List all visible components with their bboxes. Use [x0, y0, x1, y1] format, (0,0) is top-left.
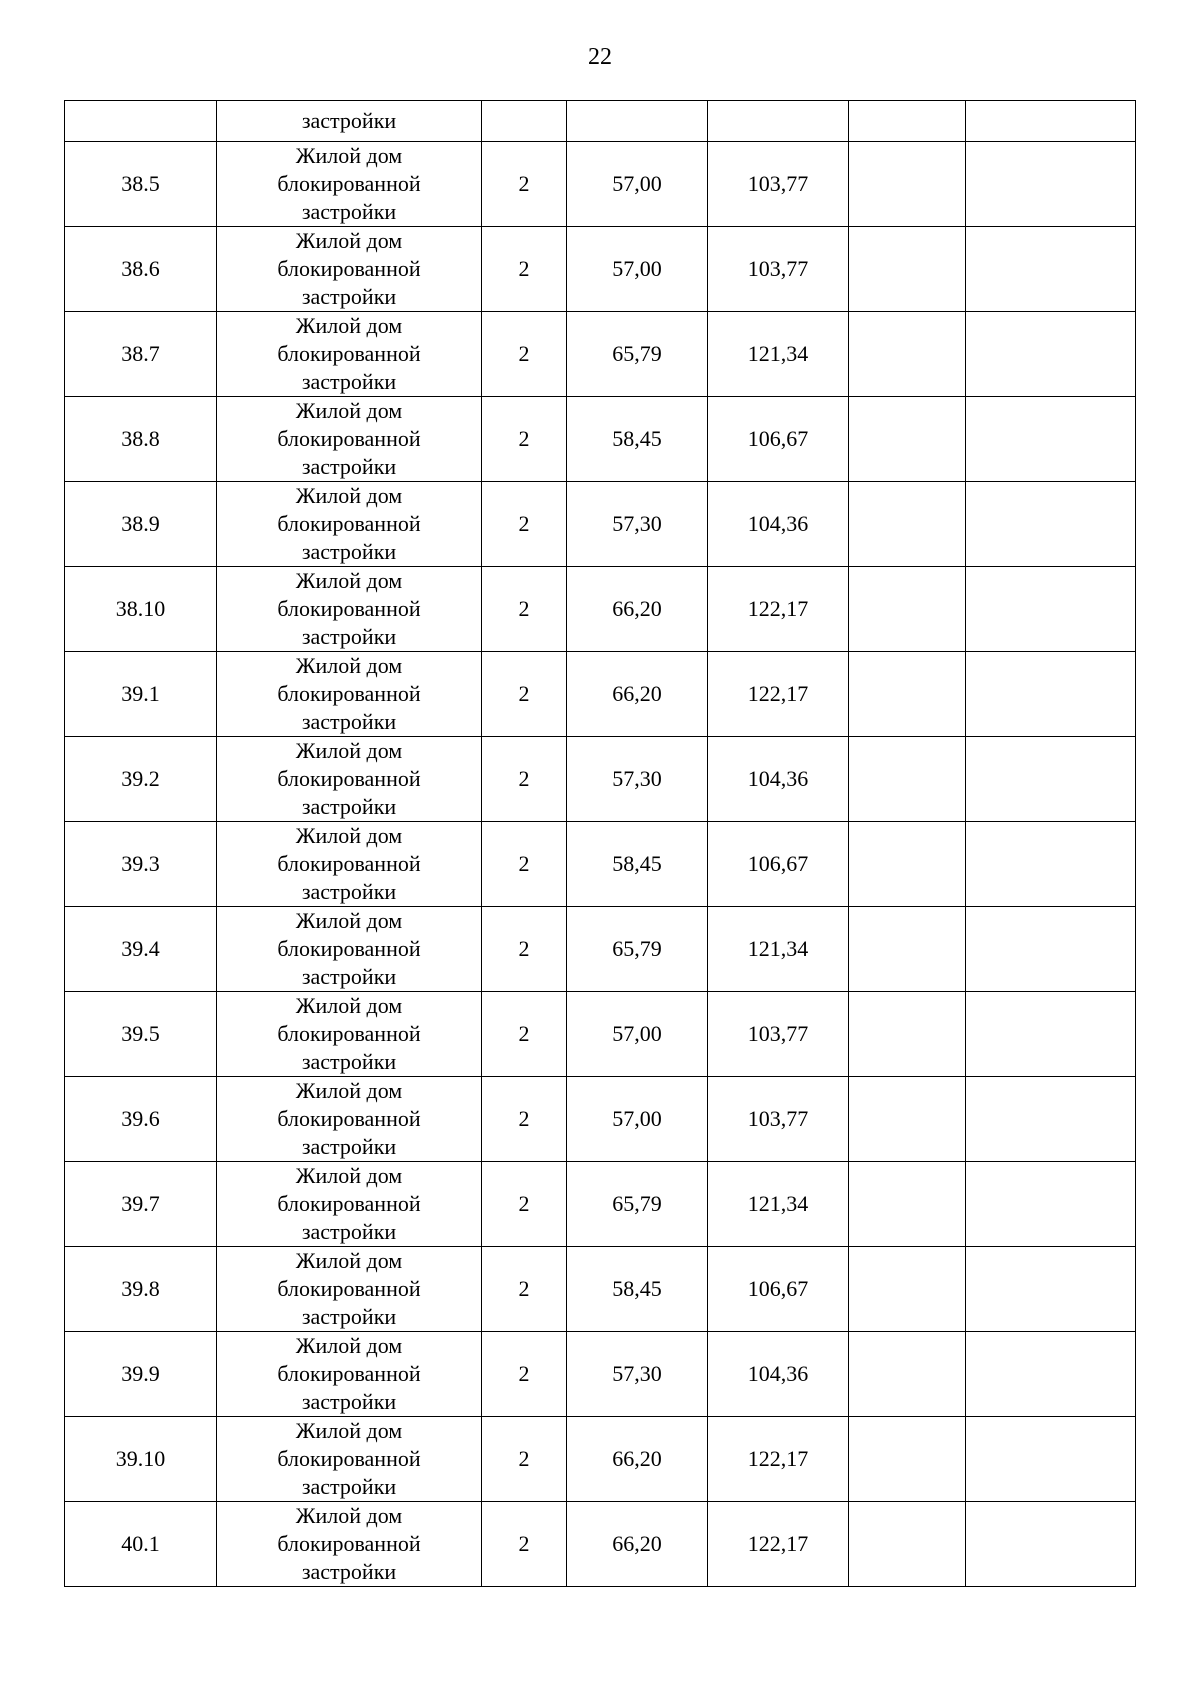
table-row — [65, 1247, 1136, 1332]
cell-name-line: Жилой дом — [295, 1333, 403, 1358]
cell-a — [567, 101, 708, 142]
cell-name-line: блокированной — [277, 1106, 421, 1131]
cell-a: 66,20 — [567, 567, 708, 652]
cell-name-line: блокированной — [277, 596, 421, 621]
table-row — [65, 737, 1136, 822]
cell-name-line: блокированной — [277, 511, 421, 536]
cell-c — [849, 737, 966, 822]
cell-floors: 2 — [482, 397, 567, 482]
table-row — [65, 567, 1136, 652]
cell-a: 57,30 — [567, 737, 708, 822]
cell-d — [966, 1417, 1136, 1502]
cell-b: 103,77 — [708, 227, 849, 312]
cell-name — [217, 652, 482, 737]
cell-name — [217, 1502, 482, 1587]
cell-floors: 2 — [482, 1162, 567, 1247]
cell-floors: 2 — [482, 652, 567, 737]
cell-name-line: Жилой дом — [295, 738, 403, 763]
cell-a: 57,00 — [567, 227, 708, 312]
cell-name-line: блокированной — [277, 1021, 421, 1046]
cell-name-line: застройки — [301, 1304, 397, 1329]
cell-b: 106,67 — [708, 822, 849, 907]
cell-name — [217, 312, 482, 397]
cell-floors: 2 — [482, 992, 567, 1077]
cell-name — [217, 397, 482, 482]
cell-num: 39.5 — [65, 992, 217, 1077]
cell-c — [849, 907, 966, 992]
cell-d — [966, 1502, 1136, 1587]
cell-b: 103,77 — [708, 992, 849, 1077]
cell-b: 121,34 — [708, 1162, 849, 1247]
cell-name — [217, 1247, 482, 1332]
cell-a: 57,30 — [567, 1332, 708, 1417]
cell-name-line: блокированной — [277, 171, 421, 196]
cell-d — [966, 907, 1136, 992]
cell-name — [217, 482, 482, 567]
cell-name-line: Жилой дом — [295, 1418, 403, 1443]
cell-num: 39.8 — [65, 1247, 217, 1332]
cell-c — [849, 1162, 966, 1247]
cell-name — [217, 907, 482, 992]
cell-name-line: блокированной — [277, 1276, 421, 1301]
cell-floors: 2 — [482, 567, 567, 652]
cell-name-line: блокированной — [277, 341, 421, 366]
cell-name-line: блокированной — [277, 766, 421, 791]
cell-c — [849, 227, 966, 312]
cell-name-line: блокированной — [277, 1531, 421, 1556]
table-row — [65, 907, 1136, 992]
table-row — [65, 652, 1136, 737]
table-row — [65, 992, 1136, 1077]
cell-b: 104,36 — [708, 482, 849, 567]
cell-num: 40.1 — [65, 1502, 217, 1587]
cell-name-line: Жилой дом — [295, 1248, 403, 1273]
cell-name-line: Жилой дом — [295, 653, 403, 678]
cell-num: 39.4 — [65, 907, 217, 992]
cell-a: 66,20 — [567, 1502, 708, 1587]
cell-name-line: Жилой дом — [295, 398, 403, 423]
cell-c — [849, 652, 966, 737]
table-row — [65, 142, 1136, 227]
cell-name-line: застройки — [301, 369, 397, 394]
table-row — [65, 1332, 1136, 1417]
cell-floors — [482, 101, 567, 142]
cell-name-line: застройки — [301, 1559, 397, 1584]
table-row — [65, 312, 1136, 397]
cell-c — [849, 1247, 966, 1332]
cell-d — [966, 992, 1136, 1077]
continued-row — [65, 101, 1136, 142]
cell-name — [217, 1077, 482, 1162]
cell-d — [966, 822, 1136, 907]
cell-name-line: блокированной — [277, 1361, 421, 1386]
cell-a: 57,00 — [567, 992, 708, 1077]
cell-name: застройки — [217, 101, 482, 142]
cell-floors: 2 — [482, 1417, 567, 1502]
cell-b: 104,36 — [708, 737, 849, 822]
cell-b: 106,67 — [708, 397, 849, 482]
cell-name-line: застройки — [301, 794, 397, 819]
cell-name — [217, 992, 482, 1077]
cell-floors: 2 — [482, 822, 567, 907]
cell-d — [966, 142, 1136, 227]
cell-a: 66,20 — [567, 1417, 708, 1502]
cell-num: 39.1 — [65, 652, 217, 737]
cell-a: 66,20 — [567, 652, 708, 737]
cell-c — [849, 822, 966, 907]
cell-c — [849, 397, 966, 482]
cell-name-line: Жилой дом — [295, 228, 403, 253]
cell-num: 39.7 — [65, 1162, 217, 1247]
cell-floors: 2 — [482, 1332, 567, 1417]
cell-a: 58,45 — [567, 1247, 708, 1332]
cell-num: 39.3 — [65, 822, 217, 907]
cell-b: 121,34 — [708, 312, 849, 397]
cell-num: 39.9 — [65, 1332, 217, 1417]
table-row — [65, 1417, 1136, 1502]
cell-a: 65,79 — [567, 312, 708, 397]
cell-floors: 2 — [482, 142, 567, 227]
table-row — [65, 1502, 1136, 1587]
cell-a: 65,79 — [567, 1162, 708, 1247]
cell-c — [849, 482, 966, 567]
cell-name-line: блокированной — [277, 851, 421, 876]
cell-num: 39.6 — [65, 1077, 217, 1162]
cell-d — [966, 101, 1136, 142]
cell-name-line: блокированной — [277, 1446, 421, 1471]
cell-c — [849, 1332, 966, 1417]
cell-floors: 2 — [482, 312, 567, 397]
cell-floors: 2 — [482, 1077, 567, 1162]
cell-name-line: застройки — [301, 709, 397, 734]
cell-name-line: застройки — [301, 964, 397, 989]
cell-num: 38.10 — [65, 567, 217, 652]
cell-c — [849, 567, 966, 652]
cell-name-line: Жилой дом — [295, 313, 403, 338]
table-row — [65, 1077, 1136, 1162]
cell-name-line: блокированной — [277, 256, 421, 281]
cell-c — [849, 1417, 966, 1502]
table-row — [65, 1162, 1136, 1247]
cell-name-line: Жилой дом — [295, 1503, 403, 1528]
cell-floors: 2 — [482, 737, 567, 822]
cell-num — [65, 101, 217, 142]
cell-name-line: Жилой дом — [295, 1078, 403, 1103]
cell-num: 38.5 — [65, 142, 217, 227]
cell-num: 38.9 — [65, 482, 217, 567]
page-number: 22 — [588, 44, 612, 70]
cell-b: 122,17 — [708, 652, 849, 737]
cell-name-line: застройки — [301, 1049, 397, 1074]
cell-floors: 2 — [482, 907, 567, 992]
cell-a: 57,00 — [567, 1077, 708, 1162]
cell-name-line: блокированной — [277, 1191, 421, 1216]
cell-c — [849, 1077, 966, 1162]
cell-name-line: Жилой дом — [295, 483, 403, 508]
cell-b: 122,17 — [708, 1417, 849, 1502]
cell-b: 122,17 — [708, 1502, 849, 1587]
cell-d — [966, 737, 1136, 822]
cell-num: 39.10 — [65, 1417, 217, 1502]
cell-d — [966, 312, 1136, 397]
cell-floors: 2 — [482, 482, 567, 567]
cell-name-line: застройки — [301, 284, 397, 309]
cell-name-line: Жилой дом — [295, 143, 403, 168]
cell-b — [708, 101, 849, 142]
cell-c — [849, 1502, 966, 1587]
cell-a: 57,30 — [567, 482, 708, 567]
cell-a: 57,00 — [567, 142, 708, 227]
cell-d — [966, 482, 1136, 567]
cell-num: 38.6 — [65, 227, 217, 312]
cell-floors: 2 — [482, 1247, 567, 1332]
cell-b: 121,34 — [708, 907, 849, 992]
cell-b: 103,77 — [708, 1077, 849, 1162]
table-row — [65, 482, 1136, 567]
cell-name-line: застройки — [301, 539, 397, 564]
cell-a: 65,79 — [567, 907, 708, 992]
cell-b: 106,67 — [708, 1247, 849, 1332]
cell-name — [217, 1417, 482, 1502]
cell-name — [217, 142, 482, 227]
cell-name-line: Жилой дом — [295, 908, 403, 933]
cell-c — [849, 101, 966, 142]
cell-name — [217, 227, 482, 312]
cell-name-line: блокированной — [277, 426, 421, 451]
cell-name-line: блокированной — [277, 936, 421, 961]
cell-name-line: Жилой дом — [295, 823, 403, 848]
cell-name-line: Жилой дом — [295, 1163, 403, 1188]
table-row — [65, 397, 1136, 482]
cell-b: 103,77 — [708, 142, 849, 227]
cell-name-line: застройки — [301, 199, 397, 224]
cell-b: 104,36 — [708, 1332, 849, 1417]
cell-d — [966, 1162, 1136, 1247]
cell-d — [966, 567, 1136, 652]
cell-name-line: Жилой дом — [295, 993, 403, 1018]
cell-num: 38.8 — [65, 397, 217, 482]
cell-name — [217, 567, 482, 652]
cell-name-line: Жилой дом — [295, 568, 403, 593]
table-row — [65, 822, 1136, 907]
cell-num: 39.2 — [65, 737, 217, 822]
cell-num: 38.7 — [65, 312, 217, 397]
cell-name-line: застройки — [301, 1134, 397, 1159]
cell-name — [217, 737, 482, 822]
cell-name-line: застройки — [301, 1219, 397, 1244]
cell-name — [217, 1162, 482, 1247]
cell-name — [217, 1332, 482, 1417]
cell-d — [966, 227, 1136, 312]
cell-name-line: застройки — [301, 879, 397, 904]
cell-name-line: застройки — [301, 454, 397, 479]
cell-c — [849, 992, 966, 1077]
cell-name-line: застройки — [301, 1389, 397, 1414]
cell-d — [966, 652, 1136, 737]
cell-name-line: блокированной — [277, 681, 421, 706]
cell-name-line: застройки — [301, 1474, 397, 1499]
cell-d — [966, 397, 1136, 482]
cell-floors: 2 — [482, 227, 567, 312]
cell-d — [966, 1247, 1136, 1332]
cell-d — [966, 1077, 1136, 1162]
cell-a: 58,45 — [567, 822, 708, 907]
cell-d — [966, 1332, 1136, 1417]
cell-name-line: застройки — [301, 624, 397, 649]
table-row — [65, 227, 1136, 312]
cell-c — [849, 142, 966, 227]
cell-b: 122,17 — [708, 567, 849, 652]
cell-c — [849, 312, 966, 397]
cell-a: 58,45 — [567, 397, 708, 482]
cell-floors: 2 — [482, 1502, 567, 1587]
buildings-table — [64, 100, 1136, 1587]
cell-name — [217, 822, 482, 907]
